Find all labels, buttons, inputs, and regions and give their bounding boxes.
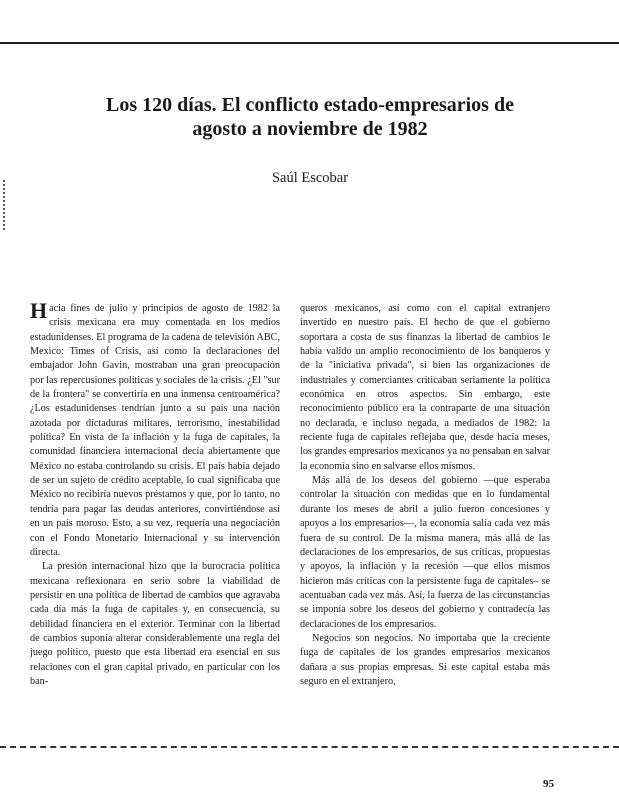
paragraph (30, 298, 280, 560)
drop-cap: H (30, 298, 48, 323)
scan-edge-marks (3, 180, 9, 230)
article-title (40, 93, 580, 141)
paragraph-text: acia fines de julio y principios de agosto de 1982 la crisis mexicana era muy comentada en los medios estadunidenses. El programa de la cadena de televisión ABC, Mexico: Times of Crisis, así como la declaraciones del embajador John Gavin, mostraban una gran preocupación por las repercusiones políticas y sociales de la crisis. ¿El "sur de la frontera" se convertiría en una inmensa centroamérica? ¿Los estadunidenses tendrían junto a su país una nación azotada por dictaduras militares, terrorismo, inestabilidad política? En vista de la inflación y la fuga de capitales, la comunidad financiera internacional decía abiertamente que México no estaba controlando su crisis. El país había dejado de ser un sujeto de crédito aceptable, lo cual significaba que México no recibiría nuevos préstamos y que, por lo tanto, no tendría para pagar las deudas anteriores, convirtiéndose así en un país moroso. Esto, a su vez, requería una negociación con el Fondo Monetario Internacional y su intervención directa. (30, 303, 280, 558)
paragraph: Más allá de los deseos del gobierno —que esperaba controlar la situación con medidas que en lo fundamental durante los meses de abril a julio fueron concesiones y apoyos a los empresarios—, la economía salía cada vez más fuera de su control. De la misma manera, más allá de las declaraciones de los empresarios, de sus críticas, propuestas y apoyos, la inflación y la recesión —que ellos mismos hicieron más críticas con la persistente fuga de capitales– se acentuaban cada vez más. Así, la fuerza de las circunstancias se imponía sobre los deseos del gobierno y contradecía las declaraciones de los empresarios. (300, 475, 550, 630)
column-left (30, 298, 280, 689)
title-line-2: agosto a noviembre de 1982 (192, 118, 428, 140)
bottom-rule (0, 746, 619, 748)
paragraph: La presión internacional hizo que la burocracia política mexicana reflexionara en serio sobre la viabilidad de persistir en una política de libertad de cambios que agravaba cada día más la fuga de capitales y, en consecuencia, su debilidad financiera en el exterior. Terminar con la libertad de cambios suponía alterar considerablemente una regla del juego político, puesto que esta libertad era esencial en sus relaciones con el gran capital privado, en particular con los ban- (30, 561, 280, 687)
page-number: 95 (543, 778, 554, 790)
paragraph: Negocios son negocios. No importaba que la creciente fuga de capitales de los grandes empresarios mexicanos dañara a sus propias empresas. Si este capital estaba más seguro en el extranjero, (300, 632, 550, 687)
paragraph: queros mexicanos, así como con el capital extranjero invertido en nuestro país. El hecho de que el gobierno soportara a costa de sus finanzas la libertad de cambios le había valido un amplio reconocimiento de los banqueros y de la "iniciativa privada", si bien las organizaciones de industriales y comerciantes criticaban seriamente la política económica en otros aspectos. Sin embargo, este reconocimiento público era la contraparte de una situación no declarada, e incluso negada, a mediados de 1982: la reciente fuga de capitales reflejaba que, desde hacía meses, los grandes empresarios mexicanos ya no pensaban en salvar la economía sino en salvarse ellos mismos. (300, 303, 550, 472)
author-name: Saúl Escobar (271, 170, 349, 186)
top-rule (0, 42, 619, 44)
column-right (300, 302, 550, 689)
title-line-1: Los 120 días. El conflicto estado-empresarios de (106, 94, 514, 116)
